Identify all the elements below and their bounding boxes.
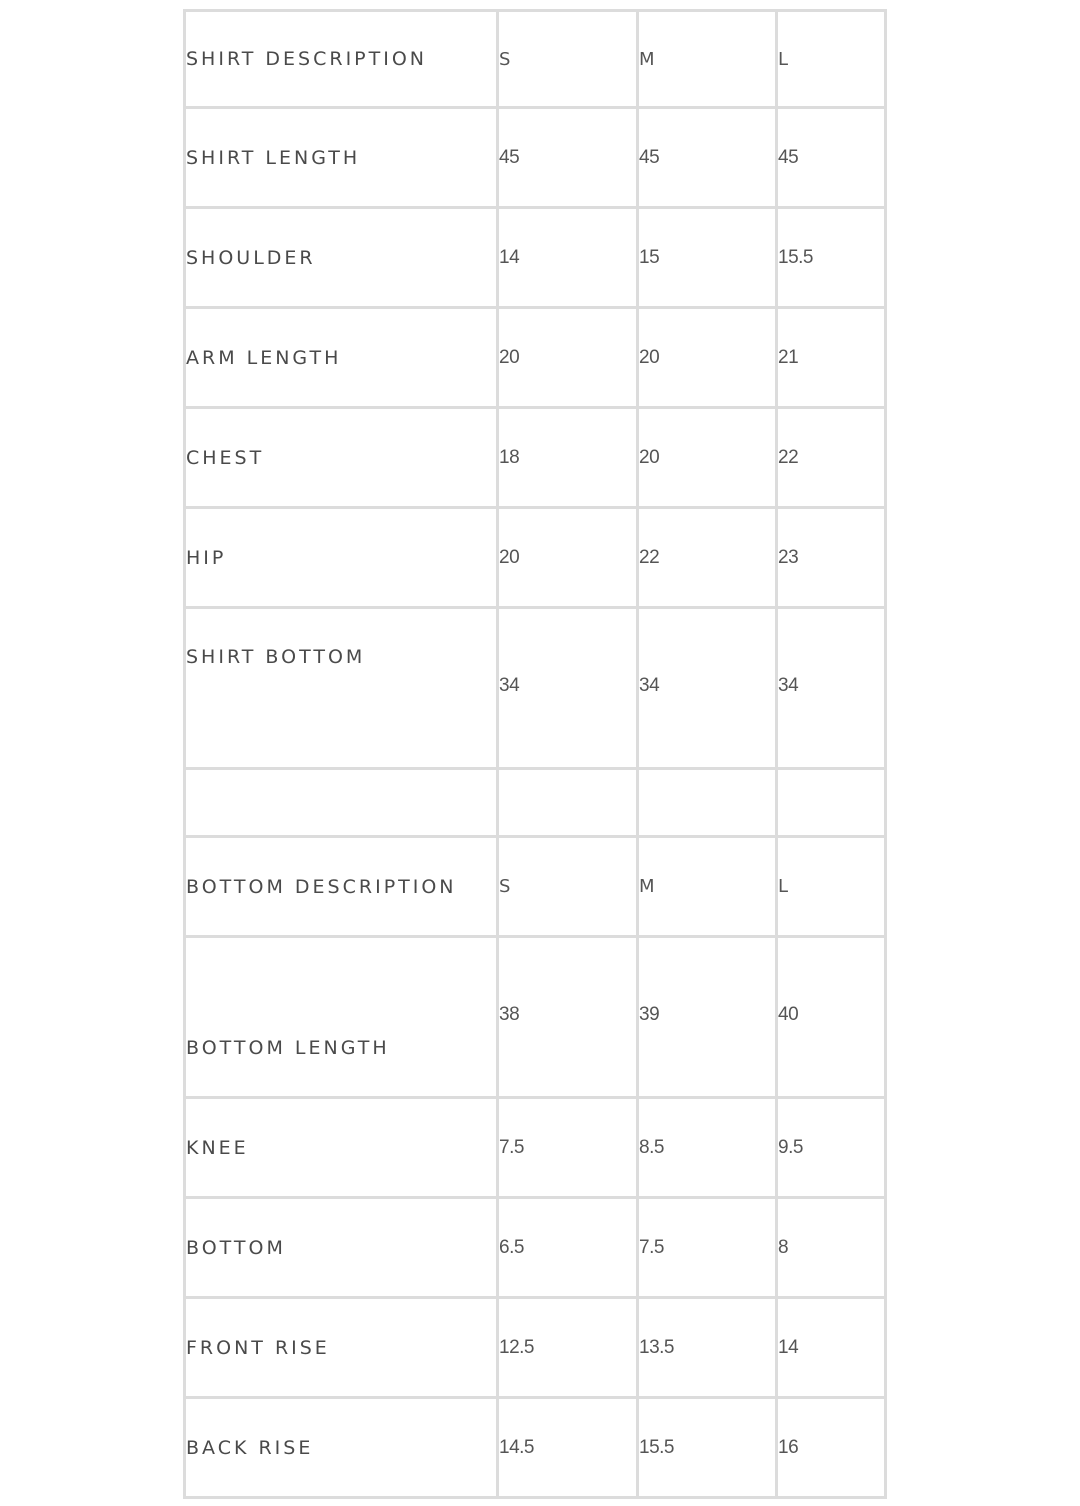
value-m: 34 (639, 609, 778, 770)
empty-cell (499, 770, 639, 838)
row-label: SHOULDER (183, 209, 499, 309)
size-m-header: M (639, 838, 778, 938)
value-s: 38 (499, 938, 639, 1099)
value-l: 15.5 (778, 209, 887, 309)
row-label: KNEE (183, 1099, 499, 1199)
row-label: CHEST (183, 409, 499, 509)
value-l: 40 (778, 938, 887, 1099)
value-m: 39 (639, 938, 778, 1099)
value-s: 14.5 (499, 1399, 639, 1499)
table-row (183, 609, 887, 770)
row-label: BOTTOM LENGTH (183, 938, 499, 1099)
value-l: 8 (778, 1199, 887, 1299)
value-m: 20 (639, 409, 778, 509)
value-s: 20 (499, 509, 639, 609)
empty-cell (778, 770, 887, 838)
value-m: 20 (639, 309, 778, 409)
row-label: BOTTOM (183, 1199, 499, 1299)
row-label: SHIRT LENGTH (183, 109, 499, 209)
value-m: 15 (639, 209, 778, 309)
value-s: 20 (499, 309, 639, 409)
value-l: 9.5 (778, 1099, 887, 1199)
value-s: 6.5 (499, 1199, 639, 1299)
value-l: 21 (778, 309, 887, 409)
table-row (183, 1099, 887, 1199)
value-l: 22 (778, 409, 887, 509)
table-row (183, 109, 887, 209)
value-l: 45 (778, 109, 887, 209)
empty-cell (639, 770, 778, 838)
table-row (183, 409, 887, 509)
size-l-header: L (778, 9, 887, 109)
value-s: 14 (499, 209, 639, 309)
table-row (183, 209, 887, 309)
value-s: 45 (499, 109, 639, 209)
table-row (183, 938, 887, 1099)
bottom-description-header: BOTTOM DESCRIPTION (183, 838, 499, 938)
row-label: SHIRT BOTTOM (183, 609, 499, 770)
size-s-header: S (499, 9, 639, 109)
value-m: 13.5 (639, 1299, 778, 1399)
table-row (183, 1399, 887, 1499)
size-chart-table (183, 9, 887, 1499)
value-m: 7.5 (639, 1199, 778, 1299)
size-l-header: L (778, 838, 887, 938)
empty-cell (183, 770, 499, 838)
bottom-header-row (183, 838, 887, 938)
row-label: HIP (183, 509, 499, 609)
table-row (183, 509, 887, 609)
row-label: BACK RISE (183, 1399, 499, 1499)
value-s: 12.5 (499, 1299, 639, 1399)
value-m: 15.5 (639, 1399, 778, 1499)
shirt-header-row (183, 9, 887, 109)
table-row (183, 309, 887, 409)
value-m: 22 (639, 509, 778, 609)
value-l: 34 (778, 609, 887, 770)
value-s: 7.5 (499, 1099, 639, 1199)
value-m: 8.5 (639, 1099, 778, 1199)
size-s-header: S (499, 838, 639, 938)
value-m: 45 (639, 109, 778, 209)
size-m-header: M (639, 9, 778, 109)
table-row (183, 1199, 887, 1299)
table-row (183, 1299, 887, 1399)
row-label: ARM LENGTH (183, 309, 499, 409)
value-l: 23 (778, 509, 887, 609)
spacer-row (183, 770, 887, 838)
value-s: 34 (499, 609, 639, 770)
shirt-description-header: SHIRT DESCRIPTION (183, 9, 499, 109)
value-l: 16 (778, 1399, 887, 1499)
value-s: 18 (499, 409, 639, 509)
row-label: FRONT RISE (183, 1299, 499, 1399)
value-l: 14 (778, 1299, 887, 1399)
